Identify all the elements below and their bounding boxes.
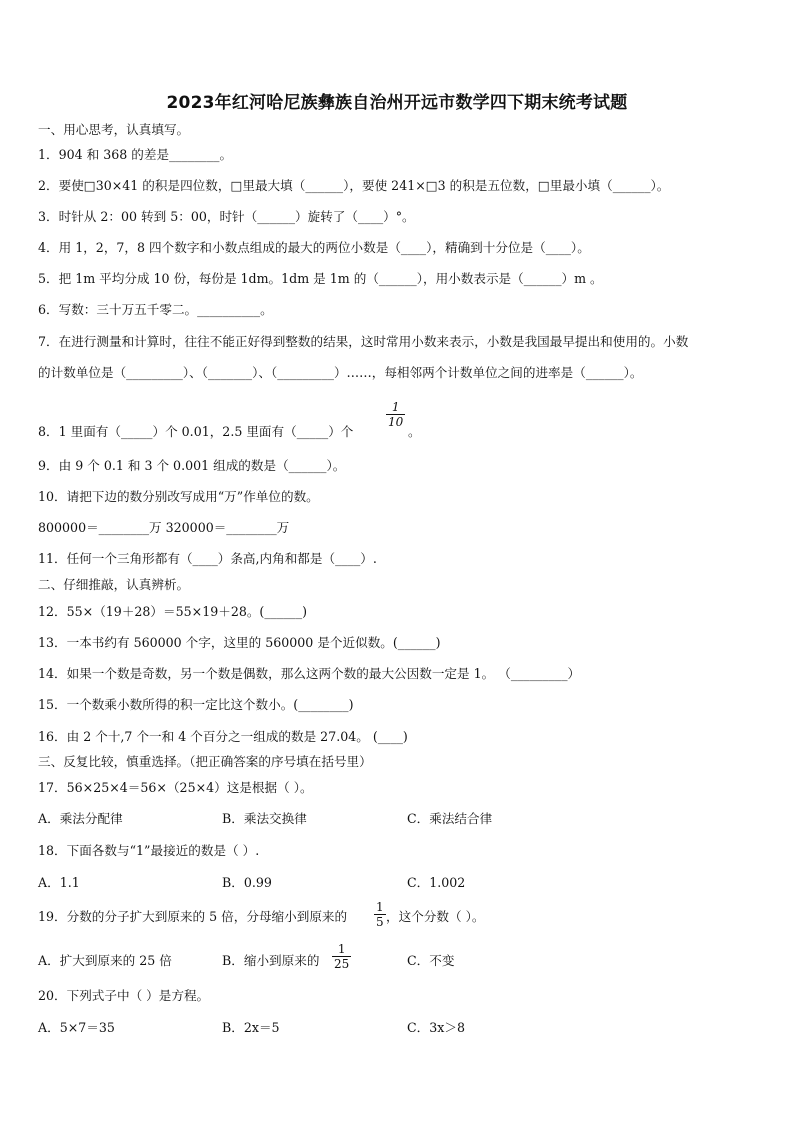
question-20-option-c: C．3x＞8 xyxy=(407,1020,465,1035)
question-18-option-a: A．1.1 xyxy=(38,875,80,890)
question-7-line-1: 7．在进行测量和计算时，往往不能正好得到整数的结果，这时常用小数来表示，小数是我国最早提出和使用的。小数 xyxy=(38,334,689,349)
question-19-option-c: C．不变 xyxy=(407,953,455,968)
question-18: 18．下面各数与“1”最接近的数是（ ）. xyxy=(38,843,260,858)
question-8-text: 8．1 里面有（_____）个 0.01，2.5 里面有（_____）个 xyxy=(38,424,354,439)
section-2-heading: 二、仔细推敲，认真辨析。 xyxy=(38,577,190,592)
question-20-option-a: A．5×7＝35 xyxy=(38,1020,115,1035)
question-4: 4．用 1，2，7，8 四个数字和小数点组成的最大的两位小数是（____），精确到十分位是（____）。 xyxy=(38,240,590,255)
question-8 xyxy=(38,424,353,440)
question-7-line-2: 的计数单位是（_________）、（_______）、（_________）……，每相邻两个计数单位之间的进率是（______）。 xyxy=(38,365,643,380)
question-19: 19．分数的分子扩大到原来的 5 倍，分母缩小到原来的 xyxy=(38,909,348,924)
question-6: 6．写数：三十万五千零二。__________。 xyxy=(38,302,273,317)
question-2: 2．要使□30×41 的积是四位数，□里最大填（______），要使 241×□3 的积是五位数，□里最小填（______）。 xyxy=(38,178,670,193)
fraction-denominator: 25 xyxy=(334,957,350,971)
question-19-option-b-fraction xyxy=(332,942,351,971)
question-10: 10．请把下边的数分别改写成用“万”作单位的数。 xyxy=(38,489,319,504)
question-1: 1．904 和 368 的差是________。 xyxy=(38,147,233,162)
section-3-heading: 三、反复比较，慎重选择。（把正确答案的序号填在括号里） xyxy=(38,754,372,769)
section-1-heading: 一、用心思考，认真填写。 xyxy=(38,122,190,137)
question-12: 12．55×（19＋28）＝55×19＋28。(______) xyxy=(38,604,308,619)
question-15: 15．一个数乘小数所得的积一定比这个数小。(________) xyxy=(38,697,354,712)
question-17-option-a: A．乘法分配律 xyxy=(38,811,123,826)
question-19-option-a: A．扩大到原来的 25 倍 xyxy=(38,953,172,968)
question-19-option-b: B．缩小到原来的 xyxy=(222,953,320,968)
question-16: 16．由 2 个十,7 个一和 4 个百分之一组成的数是 27.04。 (____) xyxy=(38,729,408,744)
fraction-numerator: 1 xyxy=(337,942,346,956)
question-17-option-b: B．乘法交换律 xyxy=(222,811,307,826)
question-17-option-c: C．乘法结合律 xyxy=(407,811,493,826)
question-9: 9．由 9 个 0.1 和 3 个 0.001 组成的数是（______）。 xyxy=(38,458,346,473)
question-20: 20．下列式子中（ ）是方程。 xyxy=(38,988,210,1003)
question-18-option-c: C．1.002 xyxy=(407,875,466,890)
question-11: 11．任何一个三角形都有（____）条高,内角和都是（____）. xyxy=(38,551,377,566)
question-14: 14．如果一个数是奇数，另一个数是偶数，那么这两个数的最大公因数一定是 1。 （_________） xyxy=(38,666,581,681)
question-13: 13．一本书约有 560000 个字，这里的 560000 是个近似数。(______) xyxy=(38,635,441,650)
page-title: 2023年红河哈尼族彝族自治州开远市数学四下期末统考试题 xyxy=(166,93,628,113)
fraction-numerator: 1 xyxy=(391,400,400,414)
question-3: 3．时针从 2：00 转到 5：00，时针（______）旋转了（____）°。 xyxy=(38,209,415,224)
question-8-end: 。 xyxy=(408,424,421,439)
fraction-numerator: 1 xyxy=(376,900,384,914)
question-18-option-b: B．0.99 xyxy=(222,875,272,890)
question-5: 5．把 1m 平均分成 10 份，每份是 1dm。1dm 是 1m 的（______），用小数表示是（______）m 。 xyxy=(38,271,603,286)
question-19-fraction xyxy=(374,900,386,929)
fraction-denominator: 10 xyxy=(388,415,404,429)
question-19-end: ，这个分数（ ）。 xyxy=(386,909,485,924)
question-20-option-b: B．2x＝5 xyxy=(222,1020,280,1035)
question-8-fraction xyxy=(386,400,405,429)
question-10-answers: 800000＝________万 320000＝________万 xyxy=(38,520,290,535)
question-17: 17．56×25×4＝56×（25×4）这是根据（ ）。 xyxy=(38,780,313,795)
fraction-denominator: 5 xyxy=(376,915,384,929)
